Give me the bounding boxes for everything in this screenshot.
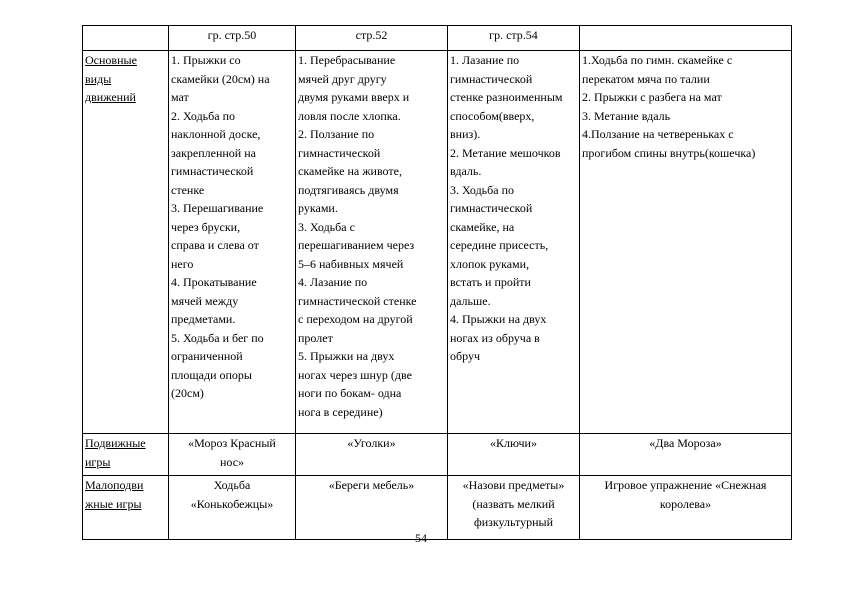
cell-calm-games-page54: «Назови предметы» (назвать мелкий физкультурный: [448, 476, 580, 540]
cell-calm-games-last: Игровое упражнение «Снежная королева»: [580, 476, 792, 540]
cell-active-games-page54: «Ключи»: [448, 434, 580, 476]
table-row-active-games: [83, 434, 792, 476]
cell-main-movements-page54: 1. Лазание по гимнастической стенке разноименным способом(вверх, вниз). 2. Метание мешочков вдаль. 3. Ходьба по гимнастической скамейке, на середине присесть, хлопок руками, встать и пройти дальше. 4. Прыжки на двух ногах из обруча в обруч: [448, 51, 580, 434]
table-row-main-movements: [83, 51, 792, 434]
header-cell-page50: гр. стр.50: [169, 26, 296, 51]
cell-active-games-page50: «Мороз Красный нос»: [169, 434, 296, 476]
plan-table: [82, 25, 792, 540]
cell-main-movements-last: 1.Ходьба по гимн. скамейке с перекатом мяча по талии 2. Прыжки с разбега на мат 3. Метание вдаль 4.Ползание на четвереньках с прогибом спины внутрь(кошечка): [580, 51, 792, 434]
header-cell-last: [580, 26, 792, 51]
cell-active-games-page52: «Уголки»: [296, 434, 448, 476]
page-number: 54: [415, 531, 427, 545]
header-cell-page52: стр.52: [296, 26, 448, 51]
cell-calm-games-page50: Ходьба «Конькобежцы»: [169, 476, 296, 540]
header-cell-empty: [83, 26, 169, 51]
cell-main-movements-page50: 1. Прыжки со скамейки (20см) на мат 2. Ходьба по наклонной доске, закрепленной на гимнастической стенке 3. Перешагивание через бруски, справа и слева от него 4. Прокатывание мячей между предметами. 5. Ходьба и бег по ограниченной площади опоры (20см): [169, 51, 296, 434]
row-label-main-movements: Основные виды движений: [83, 51, 169, 434]
cell-calm-games-page52: «Береги мебель»: [296, 476, 448, 540]
cell-active-games-last: «Два Мороза»: [580, 434, 792, 476]
header-row: [83, 26, 792, 51]
header-cell-page54: гр. стр.54: [448, 26, 580, 51]
table-row-calm-games: [83, 476, 792, 540]
row-label-active-games: Подвижные игры: [83, 434, 169, 476]
cell-main-movements-page52: 1. Перебрасывание мячей друг другу двумя руками вверх и ловля после хлопка. 2. Ползание по гимнастической скамейке на животе, подтягиваясь двумя руками. 3. Ходьба с перешагиванием через 5–6 набивных мячей 4. Лазание по гимнастической стенке с переходом на другой пролет 5. Прыжки на двух ногах через шнур (две ноги по бокам- одна нога в середине): [296, 51, 448, 434]
row-label-calm-games: Малоподви жные игры: [83, 476, 169, 540]
